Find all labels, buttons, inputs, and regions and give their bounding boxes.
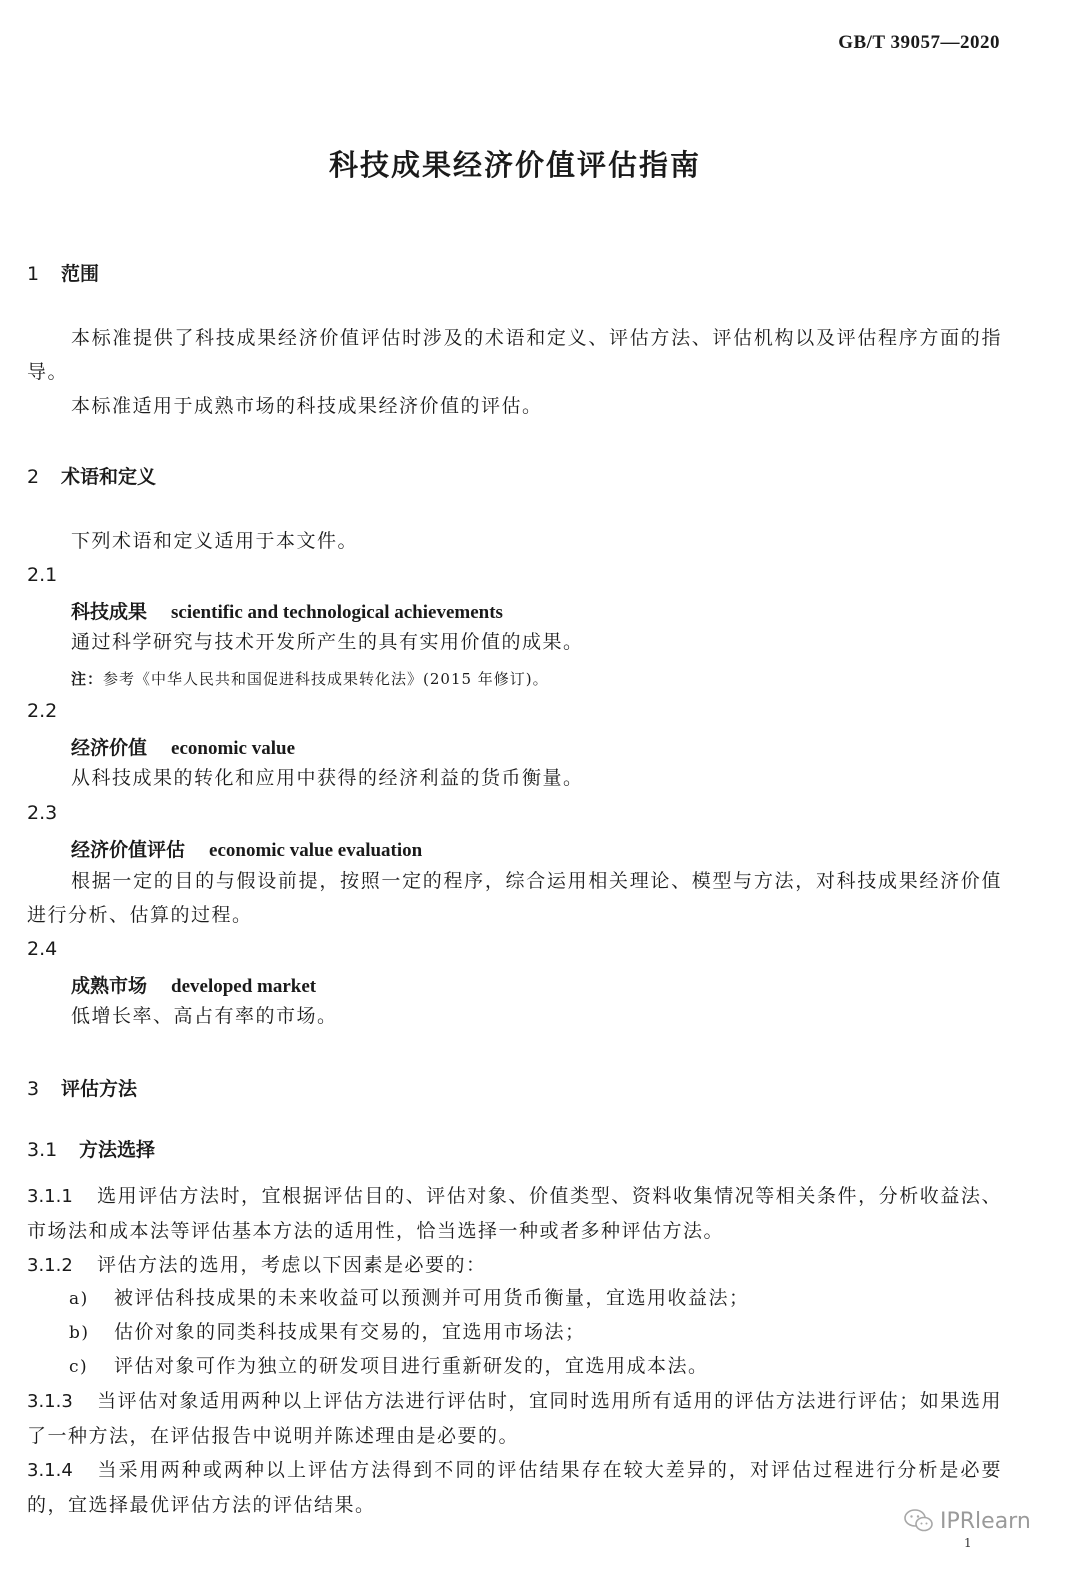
list-item	[69, 1283, 750, 1310]
paragraph: 本标准提供了科技成果经济价值评估时涉及的术语和定义、评估方法、评估机构以及评估程序方面的指导。	[27, 327, 1002, 383]
term-definition: 从科技成果的转化和应用中获得的经济利益的货币衡量。	[71, 767, 584, 789]
section-title: 术语和定义	[61, 466, 157, 488]
term-zh: 成熟市场	[71, 975, 148, 997]
term-zh: 经济价值	[71, 737, 148, 759]
list-item	[69, 1317, 586, 1344]
term-zh: 经济价值评估	[71, 839, 186, 861]
term-number: 2.2	[27, 700, 58, 722]
list-text: 被评估科技成果的未来收益可以预测并可用货币衡量，宜选用收益法；	[114, 1287, 750, 1309]
paragraph: 下列术语和定义适用于本文件。	[71, 530, 359, 552]
term-zh: 科技成果	[71, 601, 148, 623]
clause-text: 评估方法的选用，考虑以下因素是必要的：	[97, 1254, 487, 1276]
subsection-title: 方法选择	[79, 1139, 156, 1161]
standard-number: GB/T 39057—2020	[838, 32, 1000, 53]
clause-number: 3.1.1	[27, 1186, 73, 1207]
term-number: 2.4	[27, 938, 58, 960]
document-title: 科技成果经济价值评估指南	[328, 148, 701, 182]
subsection-number: 3.1	[27, 1139, 58, 1161]
clause-number: 3.1.4	[27, 1460, 73, 1481]
page-number: 1	[964, 1536, 972, 1550]
term-heading	[71, 835, 422, 862]
clause-text: 当采用两种或两种以上评估方法得到不同的评估结果存在较大差异的，对评估过程进行分析是必要的，宜选择最优评估方法的评估结果。	[27, 1459, 1002, 1516]
clause-text: 选用评估方法时，宜根据评估目的、评估对象、价值类型、资料收集情况等相关条件，分析收益法、市场法和成本法等评估基本方法的适用性，恰当选择一种或者多种评估方法。	[27, 1185, 1002, 1242]
clause-3-1-4	[27, 1453, 1002, 1522]
clause-3-1-3	[27, 1384, 1002, 1453]
clause-text: 当评估对象适用两种以上评估方法进行评估时，宜同时选用所有适用的评估方法进行评估；如果选用了一种方法，在评估报告中说明并陈述理由是必要的。	[27, 1390, 1002, 1447]
wechat-icon	[904, 1508, 934, 1534]
term-definition: 根据一定的目的与假设前提，按照一定的程序，综合运用相关理论、模型与方法，对科技成果经济价值进行分析、估算的过程。	[27, 870, 1002, 926]
term-en: scientific and technological achievements	[171, 602, 503, 623]
list-marker: a)	[69, 1289, 89, 1309]
subsection-heading	[27, 1135, 155, 1162]
clause-number: 3.1.3	[27, 1391, 73, 1412]
section-number: 1	[27, 263, 40, 285]
list-text: 估价对象的同类科技成果有交易的，宜选用市场法；	[114, 1321, 586, 1343]
term-number: 2.1	[27, 564, 58, 586]
term-heading	[71, 733, 295, 760]
list-item	[69, 1351, 709, 1378]
list-text: 评估对象可作为独立的研发项目进行重新研发的，宜选用成本法。	[114, 1355, 709, 1377]
section-number: 2	[27, 466, 40, 488]
term-heading	[71, 971, 316, 998]
term-number: 2.3	[27, 802, 58, 824]
section-2-heading	[27, 462, 156, 489]
term-en: economic value	[171, 738, 296, 759]
section-title: 范围	[61, 263, 100, 285]
term-en: developed market	[171, 976, 317, 997]
watermark	[904, 1508, 1031, 1534]
term-heading	[71, 597, 503, 624]
note-text: 参考《中华人民共和国促进科技成果转化法》(2015 年修订)。	[103, 670, 549, 688]
paragraph: 本标准适用于成熟市场的科技成果经济价值的评估。	[71, 395, 543, 417]
term-definition: 通过科学研究与技术开发所产生的具有实用价值的成果。	[71, 631, 584, 653]
list-marker: c)	[69, 1357, 89, 1377]
clause-3-1-1	[27, 1179, 1002, 1248]
section-3-heading	[27, 1074, 137, 1101]
term-definition: 低增长率、高占有率的市场。	[71, 1005, 338, 1027]
section-number: 3	[27, 1078, 40, 1100]
note-label: 注：	[71, 670, 104, 688]
list-marker: b)	[69, 1323, 90, 1343]
clause-3-1-2	[27, 1248, 1002, 1283]
clause-number: 3.1.2	[27, 1255, 73, 1276]
watermark-text: IPRlearn	[940, 1508, 1031, 1534]
section-1-heading	[27, 259, 99, 286]
section-title: 评估方法	[61, 1078, 138, 1100]
term-note	[71, 668, 549, 689]
term-en: economic value evaluation	[209, 840, 423, 861]
